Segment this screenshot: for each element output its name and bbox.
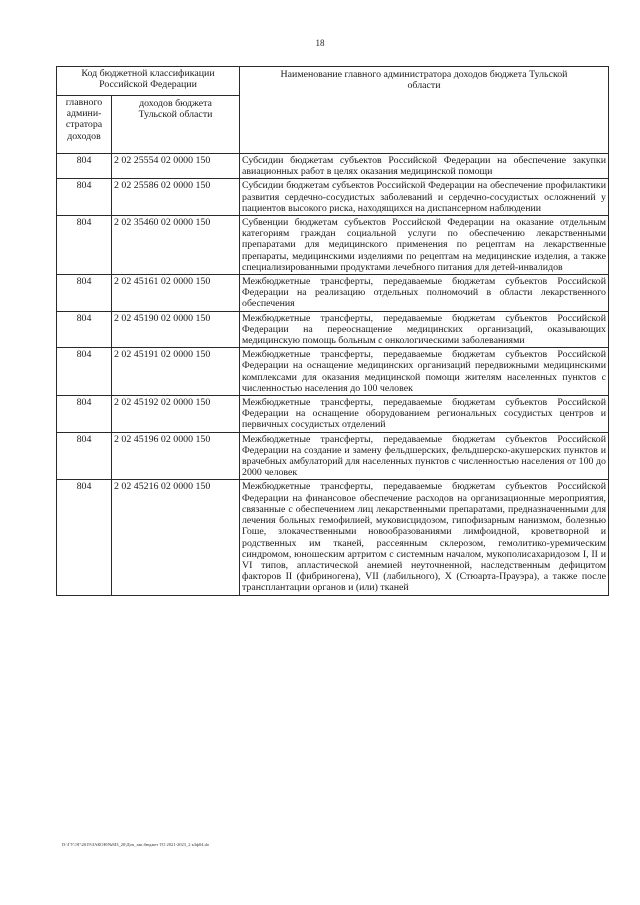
- header-row-group: [57, 67, 609, 96]
- income-name-cell: Субсидии бюджетам субъектов Российской Федерации на обеспечение профилактики развития сердечно-сосудистых заболеваний и сердечно-сосудистых осложнений у пациентов высокого риска, находящихся на диспансерном наблюдении: [240, 179, 609, 216]
- admin-code-cell: 804: [57, 179, 112, 216]
- header-budget-classification-code: Код бюджетной классификации Российской Федерации: [57, 67, 240, 96]
- table-row: [57, 348, 609, 396]
- income-code-cell: 2 02 35460 02 0000 150: [112, 216, 240, 275]
- income-code-cell: 2 02 45192 02 0000 150: [112, 396, 240, 433]
- income-name-cell: Межбюджетные трансферты, передаваемые бюджетам субъектов Российской Федерации на финансовое обеспечение расходов на организационные мероприятия, связанные с обеспечением лиц лекарственными препаратами, предназначенными для лечения больных гемофилией, муковисцидозом, гипофизарным нанизмом, болезнью Гоше, злокачественными новообразованиями лимфоидной, кроветворной и родственных им тканей, рассеянным склерозом, гемолитико-уремическим синдромом, юношеским артритом с системным началом, мукополисахаридозом I, II и VI типов, апластической анемией неуточненной, наследственным дефицитом факторов II (фибриногена), VII (лабильного), X (Стюарта-Прауэра), а также после трансплантации органов и (или) тканей: [240, 480, 609, 595]
- income-code-cell: 2 02 45190 02 0000 150: [112, 311, 240, 348]
- header-regional-budget-income: доходов бюджета Тульской области: [112, 96, 240, 154]
- admin-code-cell: 804: [57, 216, 112, 275]
- admin-code-cell: 804: [57, 396, 112, 433]
- income-code-cell: 2 02 45161 02 0000 150: [112, 275, 240, 312]
- table-row: [57, 216, 609, 275]
- table-row: [57, 311, 609, 348]
- income-name-cell: Межбюджетные трансферты, передаваемые бюджетам субъектов Российской Федерации на создание и замену фельдшерских, фельдшерско-акушерских пунктов и врачебных амбулаторий для населенных пунктов с численностью населения от 100 до 2000 человек: [240, 432, 609, 480]
- header-administrator-name: Наименование главного администратора доходов бюджета Тульской области: [240, 67, 609, 154]
- income-name-cell: Межбюджетные трансферты, передаваемые бюджетам субъектов Российской Федерации на переоснащение медицинских организаций, оказывающих медицинскую помощь больным с онкологическими заболеваниями: [240, 311, 609, 348]
- admin-code-cell: 804: [57, 275, 112, 312]
- income-code-cell: 2 02 45191 02 0000 150: [112, 348, 240, 396]
- admin-code-cell: 804: [57, 348, 112, 396]
- page-number: 18: [315, 38, 325, 48]
- income-name-cell: Межбюджетные трансферты, передаваемые бюджетам субъектов Российской Федерации на оснащение оборудованием региональных сосудистых центров и первичных сосудистых отделений: [240, 396, 609, 433]
- income-name-cell: Межбюджетные трансферты, передаваемые бюджетам субъектов Российской Федерации на реализацию отдельных полномочий в области лекарственного обеспечения: [240, 275, 609, 312]
- income-name-cell: Межбюджетные трансферты, передаваемые бюджетам субъектов Российской Федерации на оснащение медицинских организаций передвижными медицинскими комплексами для оказания медицинской помощи жителям населенных пунктов с численностью населения до 100 человек: [240, 348, 609, 396]
- admin-code-cell: 804: [57, 311, 112, 348]
- income-name-cell: Субвенции бюджетам субъектов Российской Федерации на оказание отдельным категориям граждан социальной услуги по обеспечению лекарственными препаратами для медицинского применения по рецептам на лекарственные препараты, медицинскими изделиями по рецептам на медицинские изделия, а также специализированными продуктами лечебного питания для детей-инвалидов: [240, 216, 609, 275]
- table-row: [57, 432, 609, 480]
- table-row: [57, 480, 609, 595]
- income-code-cell: 2 02 45196 02 0000 150: [112, 432, 240, 480]
- admin-code-cell: 804: [57, 432, 112, 480]
- income-code-cell: 2 02 25586 02 0000 150: [112, 179, 240, 216]
- header-main-administrator: главного админи-стратора доходов: [57, 96, 112, 154]
- income-code-cell: 2 02 45216 02 0000 150: [112, 480, 240, 595]
- revenue-administrators-table: [56, 66, 609, 596]
- file-path-footer: D:\ГУ\ЭГ\2019\ЗАКОН\№МЗ_20\Доп_зак.бюджет ТО 2021-2023_2 к3ф04.do: [62, 842, 210, 847]
- income-code-cell: 2 02 25554 02 0000 150: [112, 154, 240, 179]
- table-row: [57, 179, 609, 216]
- table-row: [57, 154, 609, 179]
- table-row: [57, 275, 609, 312]
- admin-code-cell: 804: [57, 480, 112, 595]
- table-row: [57, 396, 609, 433]
- income-name-cell: Субсидии бюджетам субъектов Российской Федерации на обеспечение закупки авиационных работ в целях оказания медицинской помощи: [240, 154, 609, 179]
- admin-code-cell: 804: [57, 154, 112, 179]
